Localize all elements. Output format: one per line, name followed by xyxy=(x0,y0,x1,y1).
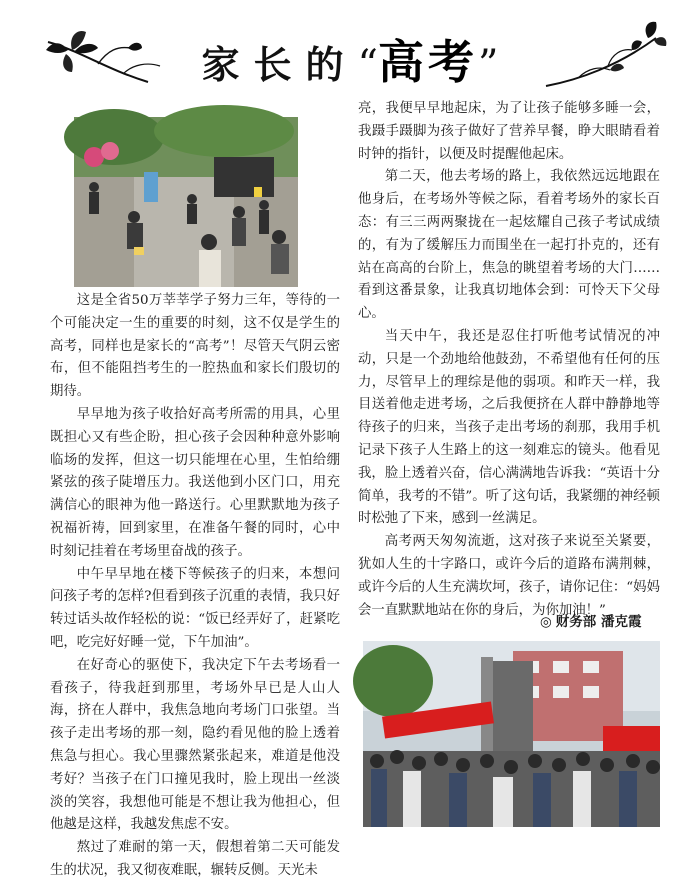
page-title xyxy=(150,26,550,92)
photo-exam-gate-crowd xyxy=(363,641,660,827)
paragraph: 中午早早地在楼下等候孩子的归来，本想问问孩子考的怎样?但看到孩子沉重的表情，我只好转过话头故作轻松的说：“饭已经弄好了，赶紧吃吧，吃完好好睡一觉，下午加油”。 xyxy=(50,566,340,650)
flower-ornament-right xyxy=(538,18,668,98)
title-quote-open: “ xyxy=(357,42,378,88)
paragraph: 早早地为孩子收拾好高考所需的用具，心里既担心又有些企盼，担心孩子会因种种意外影响临场的发挥，但这一切只能埋在心里，生怕给绷紧弦的孩子陡增压力。我送他到小区门口，用充满信心的眼神为他一路送行。心里默默地为孩子祝福祈祷，回到家里，在准备午餐的同时，心中时刻记挂着在考场里奋战的孩子。 xyxy=(50,406,340,559)
title-area xyxy=(0,0,700,100)
paragraph: 熬过了难耐的第一天，假想着第二天可能发生的状况，我又彻夜难眠，辗转反侧。天光未 xyxy=(50,840,340,878)
paragraph: 当天中午，我还是忍住打听他考试情况的冲动，只是一个劲地给他鼓劲，不希望他有任何的压力，尽管早上的理综是他的弱项。和昨天一样，我目送着他走进考场，之后我便挤在人群中静静地等待孩子的归来，当孩子走出考场的刹那，我用手机记录下孩子人生路上的这一刻难忘的镜头。他看见我，脸上透着兴奋，信心满满地告诉我：“英语十分简单，我考的不错”。听了这句话，我紧绷的神经顿时松弛了下来，感到一丝满足。 xyxy=(358,328,660,527)
author-name: 财务部 潘克霞 xyxy=(555,614,642,630)
title-quote-close: ” xyxy=(478,42,499,88)
paragraph: 第二天，他去考场的路上，我依然远远地跟在他身后，在考场外等候之际，看着考场外的家长百态：有三三两两聚拢在一起炫耀自己孩子考试成绩的，有为了缓解压力而围坐在一起打扑克的，还有站在高高的台阶上，焦急的眺望着考场的大门……看到这番景象，让我真切地体会到：可怜天下父母心。 xyxy=(358,169,660,322)
byline-bullet: ◎ xyxy=(540,614,552,630)
author-byline xyxy=(540,610,660,630)
paragraph: 高考两天匆匆流逝，这对孩子来说至关紧要，犹如人生的十字路口，或许今后的道路布满荆棘，或许今后的人生充满坎坷，孩子，请你记住：“妈妈会一直默默地站在你的身后，为你加油！” xyxy=(358,534,660,618)
article-column-left xyxy=(50,290,340,883)
paragraph-continued: 亮，我便早早地起床，为了让孩子能够多睡一会，我蹑手蹑脚为孩子做好了营养早餐，睁大眼睛看着时钟的指针，以便及时提醒他起床。 xyxy=(358,101,660,162)
paragraph: 这是全省50万莘莘学子努力三年，等待的一个可能决定一生的重要的时刻，这不仅是学生的高考，同样也是家长的“高考”！尽管天气阴云密布，但不能阻挡考生的一腔热血和家长们殷切的期待。 xyxy=(50,293,340,400)
photo-exam-crowd-street xyxy=(74,117,298,287)
paragraph: 在好奇心的驱使下，我决定下午去考场看一看孩子，待我赶到那里，考场外早已是人山人海，挤在人群中，我焦急地向考场门口张望。当孩子走出考场的那一刻，隐约看见他的脸上透着焦急与担心。我心里骤然紧张起来，难道是他没考好？当孩子在门口撞见我时，脸上现出一丝淡淡的笑容，我想他可能是不想让我为他担心，但他越是这样，我越发焦虑不安。 xyxy=(50,657,340,833)
title-part1: 家长的 xyxy=(201,42,358,87)
article-column-right xyxy=(358,98,660,622)
title-part2: 高考 xyxy=(378,35,478,89)
